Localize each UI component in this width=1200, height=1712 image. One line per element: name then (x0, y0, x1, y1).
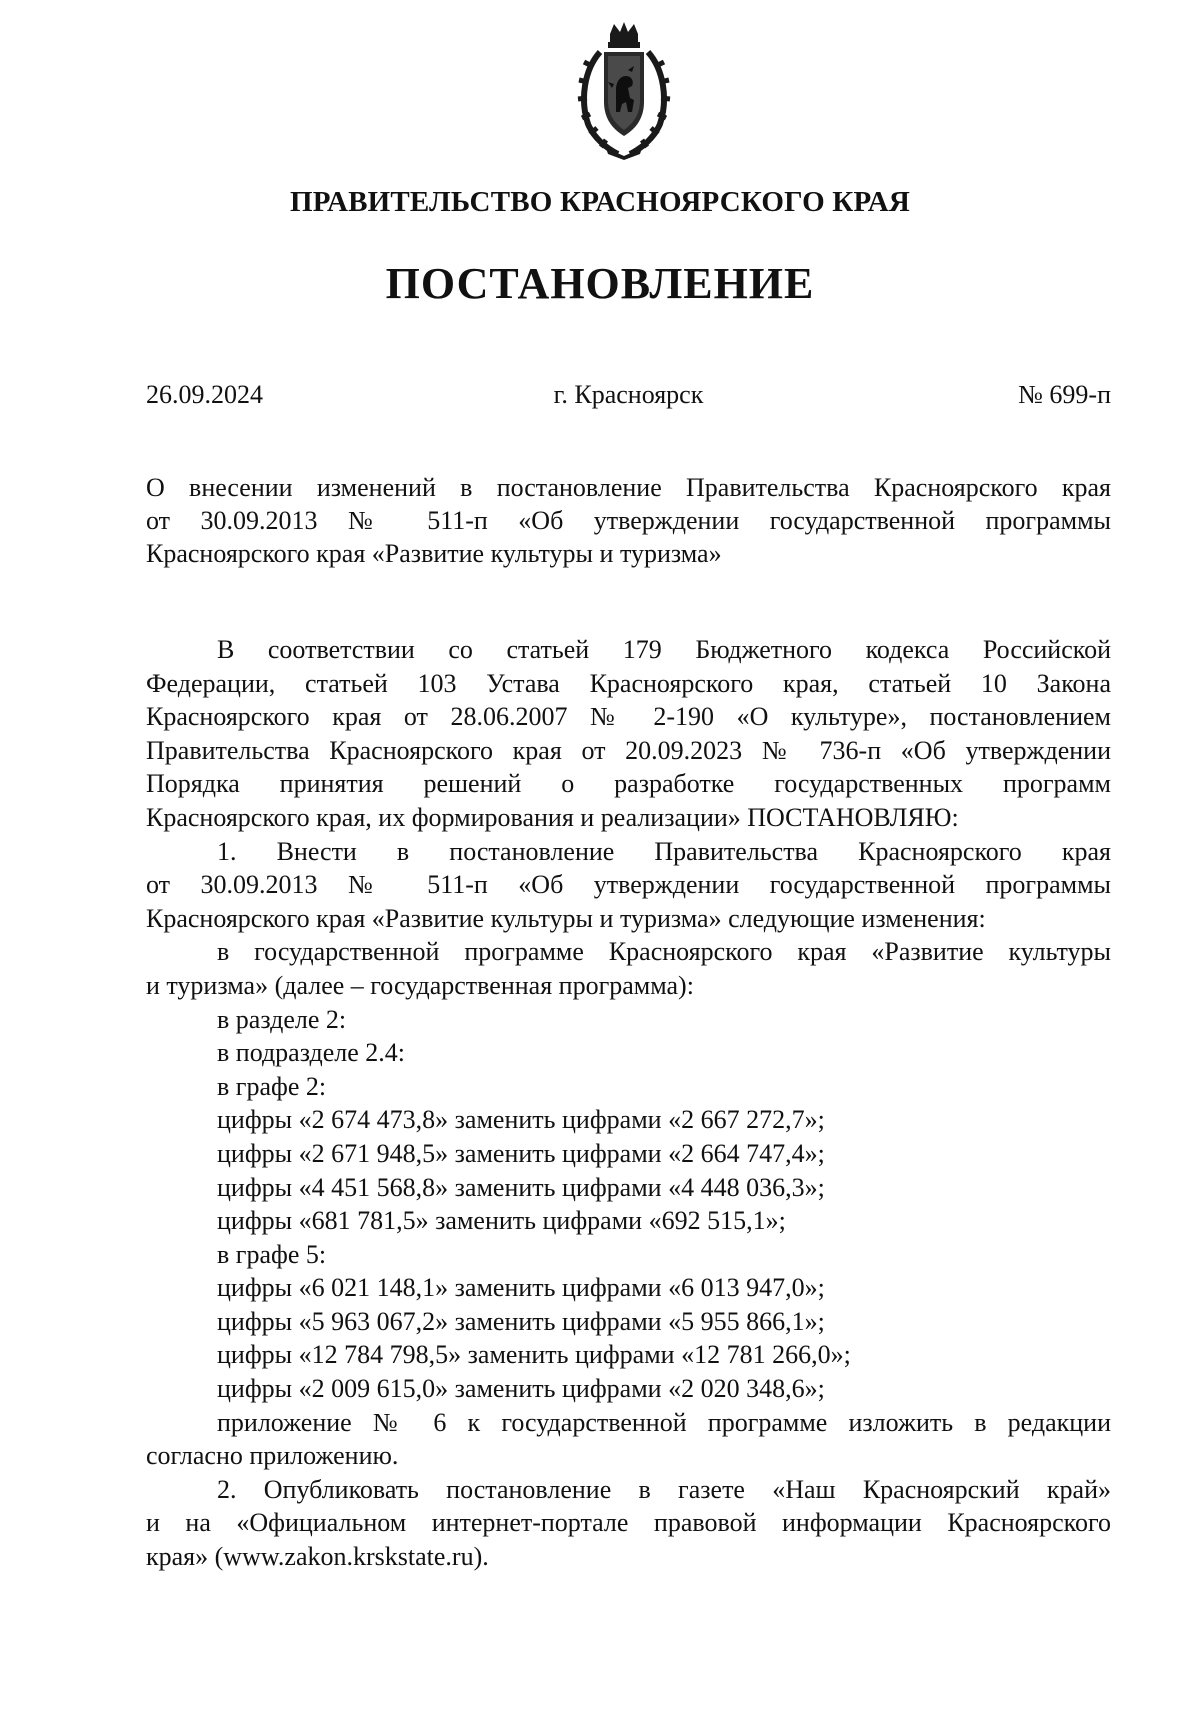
body-line: цифры «6 021 148,1» заменить цифрами «6 013 947,0»; (217, 1273, 825, 1303)
body-line: цифры «681 781,5» заменить цифрами «692 515,1»; (217, 1206, 786, 1236)
body-line: цифры «2 671 948,5» заменить цифрами «2 664 747,4»; (217, 1138, 825, 1168)
body-line: цифры «5 963 067,2» заменить цифрами «5 955 866,1»; (217, 1306, 825, 1336)
subject-line: О внесении изменений в постановление Правительства Красноярского края (146, 473, 1111, 502)
document-date: 26.09.2024 (146, 380, 263, 409)
document-meta-row (146, 380, 1111, 416)
body-line: приложение № 6 к государственной программе изложить в редакции (217, 1407, 1111, 1437)
body-line: 2. Опубликовать постановление в газете «Наш Красноярский край» (217, 1474, 1111, 1504)
body-line: Красноярского края «Развитие культуры и туризма» следующие изменения: (146, 903, 986, 933)
body-line: края» (www.zakon.krskstate.ru). (146, 1542, 489, 1572)
body-line: Федерации, статьей 103 Устава Красноярского края, статьей 10 Закона (146, 668, 1111, 698)
document-type-heading: ПОСТАНОВЛЕНИЕ (385, 259, 815, 308)
body-line: в разделе 2: (217, 1004, 347, 1034)
body-line: Красноярского края от 28.06.2007 № 2-190 «О культуре», постановлением (146, 702, 1111, 732)
body-line: согласно приложению. (146, 1441, 399, 1471)
body-line: Правительства Красноярского края от 20.09.2023 № 736-п «Об утверждении (146, 735, 1111, 765)
body-line: в подразделе 2.4: (217, 1038, 406, 1068)
body-line: цифры «2 009 615,0» заменить цифрами «2 020 348,6»; (217, 1374, 825, 1404)
body-line: В соответствии со статьей 179 Бюджетного кодекса Российской (217, 635, 1111, 664)
document-number: № 699-п (1018, 380, 1111, 409)
body-line: цифры «2 674 473,8» заменить цифрами «2 667 272,7»; (217, 1105, 825, 1135)
krasnoyarsk-coat-of-arms-icon (570, 20, 678, 160)
subject-line: Красноярского края «Развитие культуры и туризма» (146, 539, 722, 568)
government-title: ПРАВИТЕЛЬСТВО КРАСНОЯРСКОГО КРАЯ (289, 186, 911, 218)
document-body (146, 633, 1111, 1574)
document-city: г. Красноярск (553, 380, 704, 409)
body-line: Красноярского края, их формирования и реализации» ПОСТАНОВЛЯЮ: (146, 802, 959, 832)
body-line: Порядка принятия решений о разработке государственных программ (146, 769, 1111, 799)
body-line: в государственной программе Красноярского края «Развитие культуры (217, 937, 1111, 967)
document-subject (146, 471, 1111, 570)
body-line: и на «Официальном интернет-портале правовой информации Красноярского (146, 1508, 1111, 1538)
body-line: от 30.09.2013 № 511-п «Об утверждении государственной программы (146, 870, 1111, 900)
body-line: цифры «4 451 568,8» заменить цифрами «4 448 036,3»; (217, 1172, 825, 1202)
body-line: и туризма» (далее – государственная программа): (146, 970, 694, 1000)
body-line: в графе 2: (217, 1071, 327, 1101)
body-line: цифры «12 784 798,5» заменить цифрами «12 781 266,0»; (217, 1340, 851, 1370)
body-line: 1. Внести в постановление Правительства Красноярского края (217, 836, 1111, 866)
body-line: в графе 5: (217, 1239, 327, 1269)
subject-line: от 30.09.2013 № 511-п «Об утверждении государственной программы (146, 506, 1111, 535)
